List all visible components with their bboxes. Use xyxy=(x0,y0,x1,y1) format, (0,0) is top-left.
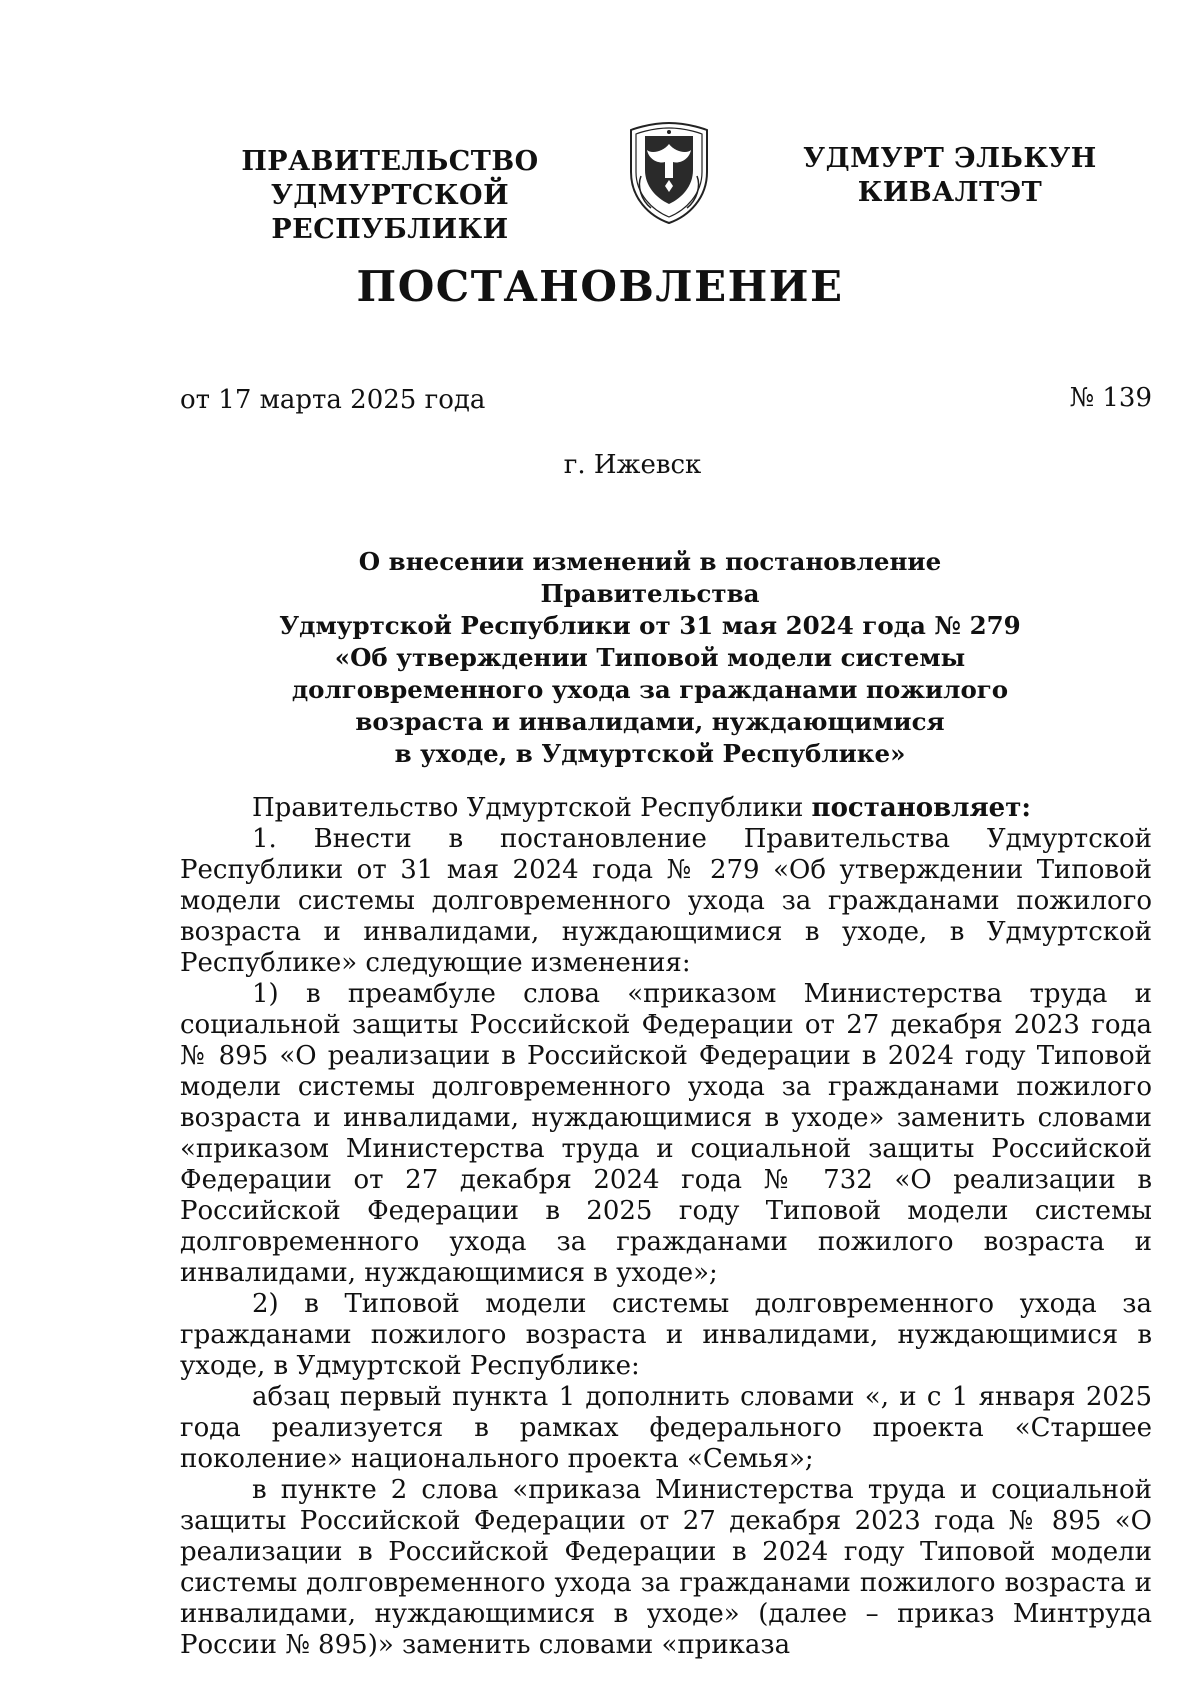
intro-text: Правительство Удмуртской Республики xyxy=(252,793,812,823)
coat-of-arms-icon xyxy=(627,120,711,226)
issuer-line: ПРАВИТЕЛЬСТВО xyxy=(241,146,539,177)
title-line: О внесении изменений в постановление Правительства xyxy=(358,547,942,608)
issuer-name-udmurt xyxy=(800,142,1100,210)
paragraph-amendment-1: абзац первый пункта 1 дополнить словами «, и с 1 января 2025 года реализуется в рамках федерального проекта «Старшее поколение» национального проекта «Семья»; xyxy=(180,1382,1152,1474)
title-line: Удмуртской Республики от 31 мая 2024 года № 279 xyxy=(279,611,1021,640)
paragraph-amendment-2: в пункте 2 слова «приказа Министерства труда и социальной защиты Российской Федерации от 27 декабря 2023 года № 895 «О реализации в Российской Федерации в 2024 году Типовой модели системы долговременного ухода за гражданами пожилого возраста и инвалидами, нуждающимися в уходе» (далее – приказ Минтруда России № 895)» заменить словами «приказа xyxy=(180,1475,1152,1660)
issuer-name-russian xyxy=(170,145,610,247)
document-number: № 139 xyxy=(1069,383,1152,413)
title-line: «Об утверждении Типовой модели системы xyxy=(334,643,966,672)
issuer-line: УДМУРТСКОЙ РЕСПУБЛИКИ xyxy=(270,180,510,245)
intro-paragraph xyxy=(180,793,1152,824)
title-line: возраста и инвалидами, нуждающимися xyxy=(355,707,945,736)
title-line: в уходе, в Удмуртской Республике» xyxy=(394,739,906,768)
intro-verb: постановляет xyxy=(811,793,1022,823)
document-type-heading: ПОСТАНОВЛЕНИЕ xyxy=(356,262,844,311)
document-body xyxy=(180,793,1152,1661)
document-title xyxy=(250,546,1050,770)
document-date: от 17 марта 2025 года xyxy=(180,385,486,415)
paragraph-subitem-1: 1) в преамбуле слова «приказом Министерства труда и социальной защиты Российской Федерации от 27 декабря 2023 года № 895 «О реализации в Российской Федерации в 2024 году Типовой модели системы долговременного ухода за гражданами пожилого возраста и инвалидами, нуждающимися в уходе» заменить словами «приказом Министерства труда и социальной защиты Российской Федерации от 27 декабря 2024 года № 732 «О реализации в Российской Федерации в 2025 году Типовой модели системы долговременного ухода за гражданами пожилого возраста и инвалидами, нуждающимися в уходе»; xyxy=(180,979,1152,1288)
intro-colon: : xyxy=(1021,793,1031,823)
paragraph-subitem-2: 2) в Типовой модели системы долговременного ухода за гражданами пожилого возраста и инвалидами, нуждающимися в уходе, в Удмуртской Республике: xyxy=(180,1289,1152,1381)
title-line: долговременного ухода за гражданами пожилого xyxy=(291,675,1009,704)
paragraph-item-1: 1. Внести в постановление Правительства Удмуртской Республики от 31 мая 2024 года № 279 «Об утверждении Типовой модели системы долговременного ухода за гражданами пожилого возраста и инвалидами, нуждающимися в уходе, в Удмуртской Республике» следующие изменения: xyxy=(180,824,1152,978)
issuer-line: КИВАЛТЭТ xyxy=(857,177,1043,208)
issuer-line: УДМУРТ ЭЛЬКУН xyxy=(803,143,1097,174)
document-city: г. Ижевск xyxy=(563,450,702,480)
